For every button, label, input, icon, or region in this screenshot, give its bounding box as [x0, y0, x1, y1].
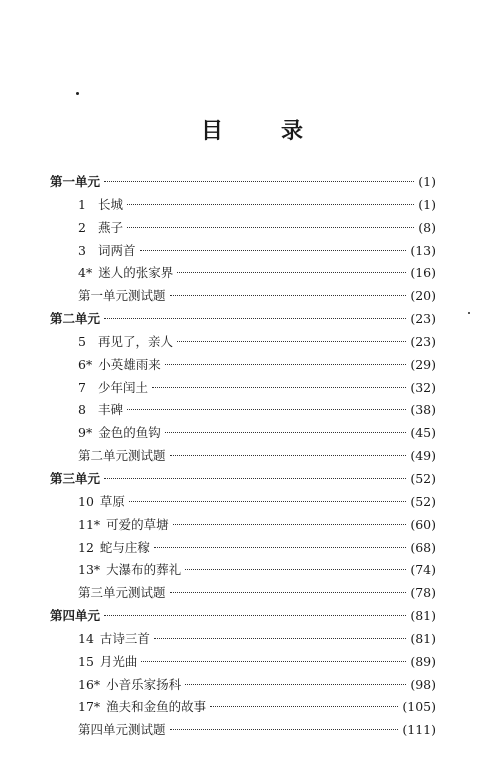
toc-lesson-row — [50, 377, 436, 400]
page-number: (38) — [410, 402, 436, 418]
page-number: (23) — [410, 311, 436, 327]
entry-title: 月光曲 — [99, 653, 138, 669]
page-title — [0, 114, 504, 145]
toc-lesson-row — [50, 491, 436, 514]
page-number: (52) — [410, 493, 436, 509]
toc-test-row — [50, 285, 436, 308]
dot-leader — [104, 478, 406, 479]
dot-leader — [177, 341, 406, 342]
page-number: (60) — [410, 516, 436, 532]
entry-title: 第三单元 — [50, 470, 101, 486]
entry-title: 小音乐家扬科 — [106, 676, 182, 692]
dot-leader — [104, 318, 406, 319]
dot-leader — [165, 364, 407, 365]
lesson-number: 10 — [78, 493, 94, 509]
toc-entry-label — [50, 240, 136, 263]
dot-leader — [185, 684, 406, 685]
dot-leader — [152, 387, 406, 388]
dot-leader — [173, 524, 407, 525]
page-number: (20) — [410, 288, 436, 304]
toc-entry-label — [50, 582, 166, 605]
toc-entry-label — [50, 696, 206, 719]
dot-leader — [154, 547, 406, 548]
dot-leader — [170, 592, 407, 593]
toc-entry-label — [50, 308, 100, 331]
lesson-number: 13* — [78, 562, 101, 578]
page-number: (1) — [418, 196, 436, 212]
ink-speck — [468, 312, 470, 314]
page-number: (78) — [410, 585, 436, 601]
entry-title: 丰碑 — [98, 402, 124, 418]
toc-lesson-row — [50, 674, 436, 697]
page-number: (45) — [410, 425, 436, 441]
dot-leader — [140, 250, 407, 251]
toc-entry-label — [50, 468, 100, 491]
toc-lesson-row — [50, 399, 436, 422]
lesson-number: 1 — [78, 196, 86, 212]
page-number: (23) — [410, 333, 436, 349]
entry-title: 词两首 — [98, 242, 136, 258]
toc-unit-row — [50, 171, 436, 194]
dot-leader — [127, 227, 414, 228]
lesson-number: 17* — [78, 699, 101, 715]
toc-lesson-row — [50, 422, 436, 445]
entry-title: 第一单元测试题 — [78, 288, 166, 304]
toc-entry-label — [50, 331, 173, 354]
entry-title: 长城 — [98, 196, 124, 212]
lesson-number: 15 — [78, 653, 94, 669]
toc-entry-label — [50, 537, 150, 560]
toc-entry-label — [50, 445, 166, 468]
toc-lesson-row — [50, 628, 436, 651]
dot-leader — [127, 204, 414, 205]
toc-lesson-row — [50, 559, 436, 582]
page-number: (89) — [410, 653, 436, 669]
toc-entry-label — [50, 491, 125, 514]
dot-leader — [177, 272, 406, 273]
page-number: (81) — [410, 608, 436, 624]
entry-title: 再见了，亲人 — [98, 333, 174, 349]
dot-leader — [127, 409, 406, 410]
dot-leader — [210, 706, 398, 707]
entry-title: 燕子 — [98, 219, 124, 235]
dot-leader — [154, 638, 406, 639]
entry-title: 第三单元测试题 — [78, 585, 166, 601]
title-char-1: 目 — [200, 119, 223, 144]
dot-leader — [129, 501, 406, 502]
toc-lesson-row — [50, 217, 436, 240]
toc-entry-label — [50, 605, 100, 628]
page-number: (49) — [410, 448, 436, 464]
entry-title: 金色的鱼钩 — [98, 425, 161, 441]
entry-title: 第四单元测试题 — [78, 722, 166, 738]
entry-title: 第二单元测试题 — [78, 448, 166, 464]
entry-title: 大瀑布的葬礼 — [106, 562, 182, 578]
toc-entry-label — [50, 399, 123, 422]
toc-entry-label — [50, 377, 148, 400]
dot-leader — [104, 615, 406, 616]
dot-leader — [141, 661, 406, 662]
toc-entry-label — [50, 651, 137, 674]
toc-entry-label — [50, 194, 123, 217]
lesson-number: 6* — [78, 356, 93, 372]
entry-title: 小英雄雨来 — [98, 356, 161, 372]
page-number: (32) — [410, 379, 436, 395]
lesson-number: 4* — [78, 265, 93, 281]
toc-entry-label — [50, 285, 166, 308]
lesson-number: 7 — [78, 379, 86, 395]
entry-title: 渔夫和金鱼的故事 — [106, 699, 207, 715]
entry-title: 古诗三首 — [99, 630, 150, 646]
entry-title: 少年闰土 — [98, 379, 149, 395]
lesson-number: 2 — [78, 219, 86, 235]
page-number: (74) — [410, 562, 436, 578]
dot-leader — [165, 432, 407, 433]
dot-leader — [185, 569, 406, 570]
page-number: (8) — [418, 219, 436, 235]
toc-entry-label — [50, 171, 100, 194]
lesson-number: 12 — [78, 539, 94, 555]
page-number: (68) — [410, 539, 436, 555]
toc-lesson-row — [50, 354, 436, 377]
dot-leader — [170, 295, 407, 296]
lesson-number: 8 — [78, 402, 86, 418]
toc-lesson-row — [50, 696, 436, 719]
page-number: (98) — [410, 676, 436, 692]
toc-lesson-row — [50, 537, 436, 560]
toc-entry-label — [50, 674, 181, 697]
page-number: (105) — [402, 699, 436, 715]
entry-title: 第一单元 — [50, 174, 101, 189]
toc-entry-label — [50, 262, 173, 285]
lesson-number: 3 — [78, 242, 86, 258]
toc-lesson-row — [50, 651, 436, 674]
page-number: (1) — [418, 174, 436, 189]
title-char-2: 录 — [281, 119, 304, 144]
entry-title: 第二单元 — [50, 311, 101, 327]
page-number: (16) — [410, 265, 436, 281]
lesson-number: 14 — [78, 630, 94, 646]
toc-entry-label — [50, 719, 166, 742]
entry-title: 可爱的草塘 — [106, 516, 169, 532]
entry-title: 蛇与庄稼 — [99, 539, 150, 555]
page-number: (111) — [402, 722, 436, 738]
toc-test-row — [50, 582, 436, 605]
toc-lesson-row — [50, 331, 436, 354]
toc-test-row — [50, 719, 436, 742]
dot-leader — [170, 729, 399, 730]
entry-title: 第四单元 — [50, 608, 101, 624]
ink-speck — [76, 92, 79, 95]
page-number: (29) — [410, 356, 436, 372]
toc-entry-label — [50, 217, 123, 240]
dot-leader — [104, 181, 414, 182]
lesson-number: 11* — [78, 516, 101, 532]
entry-title: 草原 — [99, 493, 125, 509]
toc-unit-row — [50, 605, 436, 628]
entry-title: 迷人的张家界 — [98, 265, 174, 281]
toc-lesson-row — [50, 262, 436, 285]
lesson-number: 9* — [78, 425, 93, 441]
table-of-contents — [50, 171, 436, 742]
toc-lesson-row — [50, 514, 436, 537]
toc-test-row — [50, 445, 436, 468]
toc-lesson-row — [50, 240, 436, 263]
toc-lesson-row — [50, 194, 436, 217]
toc-entry-label — [50, 628, 150, 651]
lesson-number: 16* — [78, 676, 101, 692]
toc-entry-label — [50, 354, 161, 377]
page-number: (13) — [410, 242, 436, 258]
toc-unit-row — [50, 308, 436, 331]
page-number: (52) — [410, 470, 436, 486]
toc-unit-row — [50, 468, 436, 491]
dot-leader — [170, 455, 407, 456]
page-number: (81) — [410, 630, 436, 646]
toc-entry-label — [50, 559, 181, 582]
toc-entry-label — [50, 422, 161, 445]
toc-entry-label — [50, 514, 169, 537]
lesson-number: 5 — [78, 333, 86, 349]
